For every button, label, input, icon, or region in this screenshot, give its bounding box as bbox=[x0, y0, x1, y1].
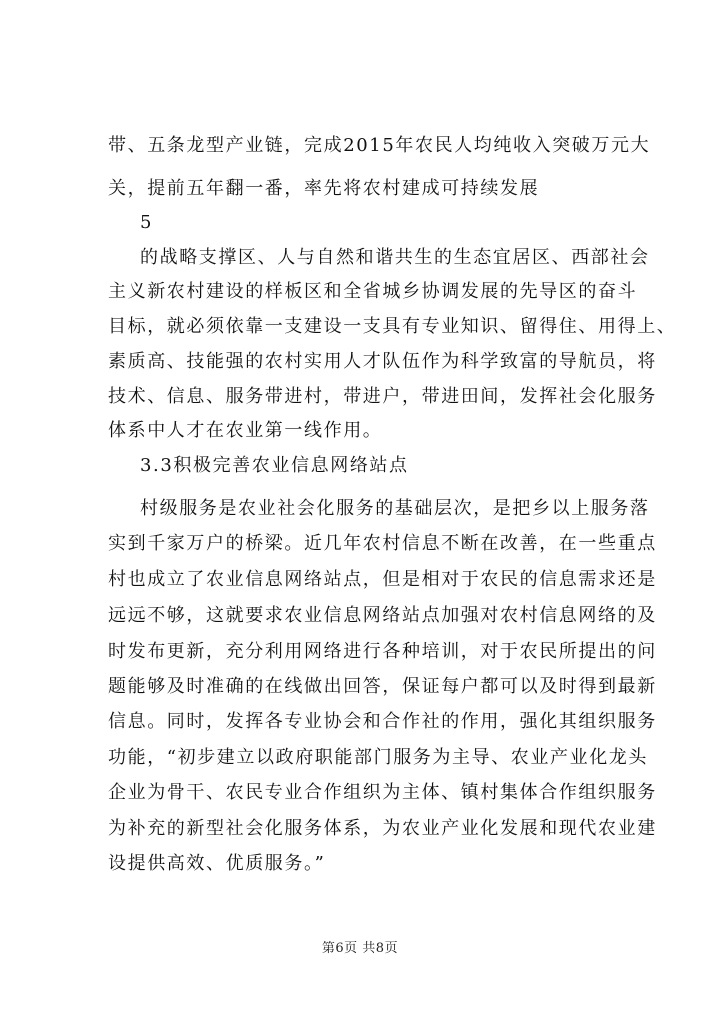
body-text-line: 企业为骨干、农民专业合作组织为主体、镇村集体合作组织服务 bbox=[108, 782, 657, 803]
body-text-line: 村级服务是农业社会化服务的基础层次，是把乡以上服务落 bbox=[140, 498, 650, 519]
body-text-line: 题能够及时准确的在线做出回答，保证每户都可以及时得到最新 bbox=[108, 676, 657, 697]
body-text-line: 关，提前五年翻一番，率先将农村建成可持续发展 bbox=[108, 178, 540, 199]
body-text-line: 功能，“初步建立以政府职能部门服务为主导、农业产业化龙头 bbox=[108, 747, 648, 768]
body-text-line: 村也成立了农业信息网络站点，但是相对于农民的信息需求还是 bbox=[108, 569, 657, 590]
page-number-marker: 5 bbox=[140, 212, 154, 233]
body-text-line: 带、五条龙型产业链，完成2015年农民人均纯收入突破万元大 bbox=[108, 135, 651, 156]
body-text-line: 体系中人才在农业第一线作用。 bbox=[108, 420, 383, 441]
body-text-line: 主义新农村建设的样板区和全省城乡协调发展的先导区的奋斗 bbox=[108, 281, 638, 302]
section-heading: 3.3积极完善农业信息网络站点 bbox=[140, 455, 409, 476]
body-text-line: 的战略支撑区、人与自然和谐共生的生态宜居区、西部社会 bbox=[140, 247, 650, 268]
page-footer: 第6页 共8页 bbox=[321, 941, 399, 956]
body-text-line: 素质高、技能强的农村实用人才队伍作为科学致富的导航员，将 bbox=[108, 351, 657, 372]
body-text-line: 技术、信息、服务带进村，带进户，带进田间，发挥社会化服务 bbox=[108, 386, 657, 407]
body-text-line: 目标，就必须依靠一支建设一支具有专业知识、留得住、用得上、 bbox=[108, 316, 677, 337]
body-text-line: 实到千家万户的桥梁。近几年农村信息不断在改善，在一些重点 bbox=[108, 533, 657, 554]
body-text-line: 时发布更新，充分利用网络进行各种培训，对于农民所提出的问 bbox=[108, 641, 657, 662]
body-text-line: 为补充的新型社会化服务体系，为农业产业化发展和现代农业建 bbox=[108, 818, 657, 839]
body-text-line: 设提供高效、优质服务。” bbox=[108, 853, 326, 874]
body-text-line: 信息。同时，发挥各专业协会和合作社的作用，强化其组织服务 bbox=[108, 711, 657, 732]
body-text-line: 远远不够，这就要求农业信息网络站点加强对农村信息网络的及 bbox=[108, 605, 657, 626]
